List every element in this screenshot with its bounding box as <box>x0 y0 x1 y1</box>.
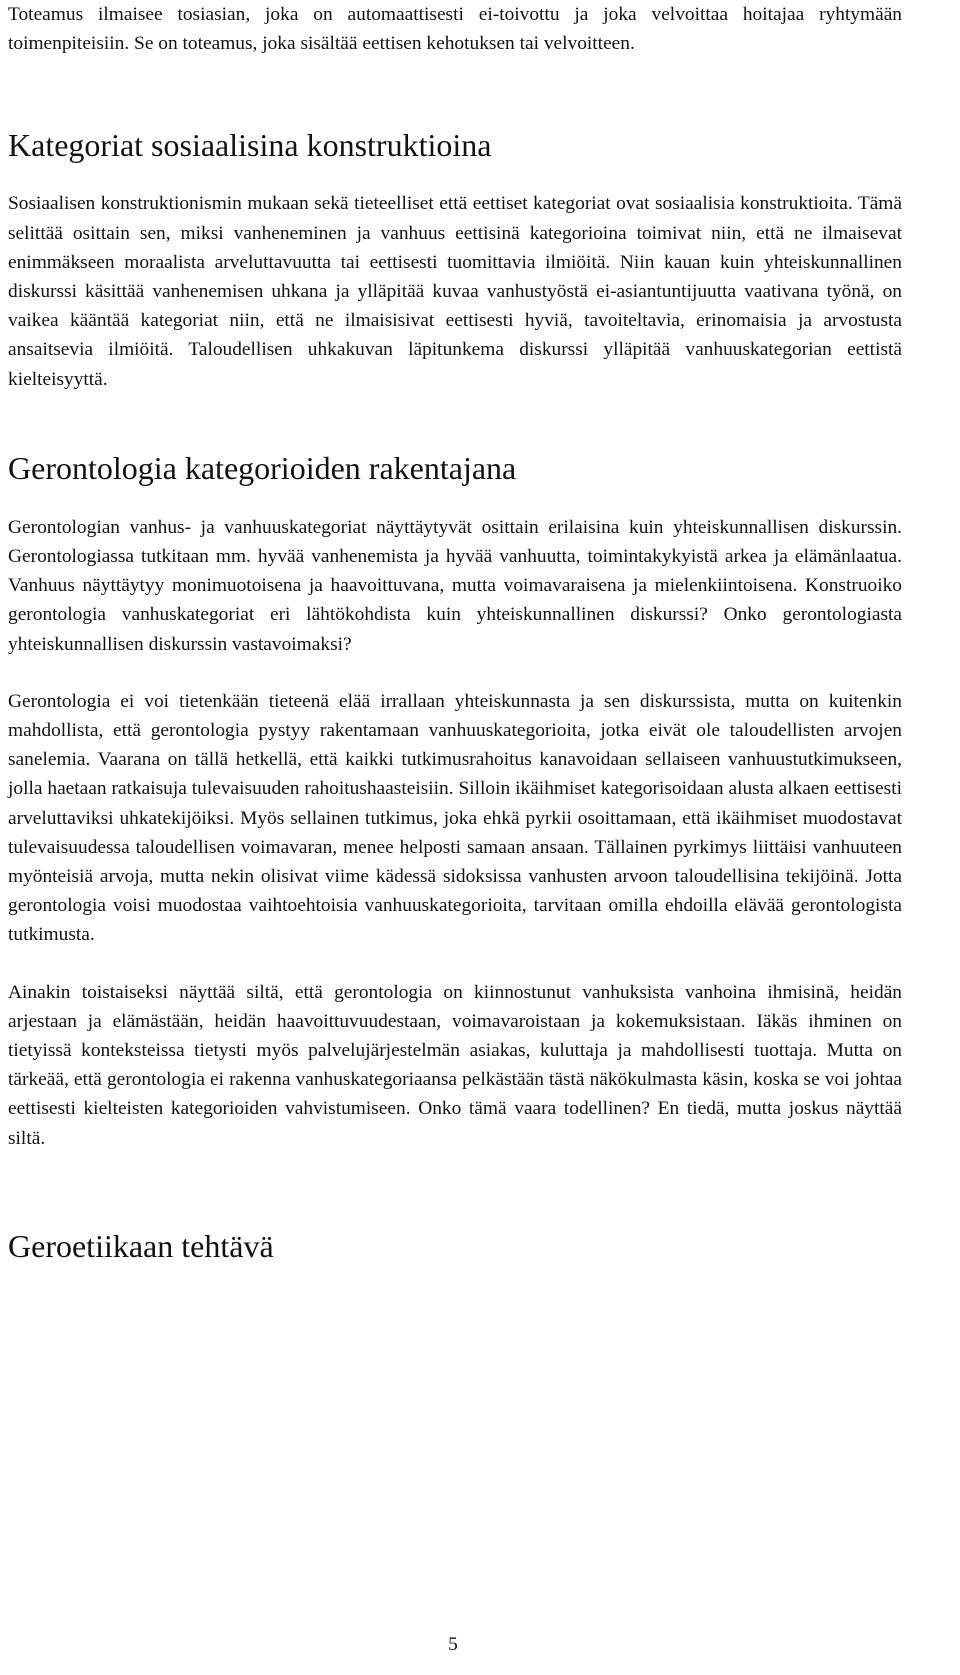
section-heading-kategoriat: Kategoriat sosiaalisina konstruktioina <box>8 127 492 164</box>
page-number: 5 <box>448 1634 458 1655</box>
section-paragraph-gerontologia-2: Gerontologia ei voi tietenkään tieteenä elää irrallaan yhteiskunnasta ja sen diskurssista, mutta on kuitenkin mahdollista, että gerontologia pystyy rakentamaan vanhuuskategorioita, jotka eivät ole taloudellisten arvojen sanelemia. Vaarana on tällä hetkellä, että kaikki tutkimusrahoitus kanavoidaan sellaiseen vanhuustutkimukseen, jolla haetaan ratkaisuja tulevaisuuden rahoitushaasteisiin. Silloin ikäihmiset kategorisoidaan alusta alkaen eettisesti arveluttaviksi uhkatekijöiksi. Myös sellainen tutkimus, joka ehkä pyrkii osoittamaan, että ikäihmiset muodostavat tulevaisuudessa taloudellisen voimavaran, menee helposti samaan ansaan. Tällainen pyrkimys liittäisi vanhuuteen myönteisiä arvoja, mutta nekin olisivat viime kädessä sidoksissa vanhusten arvoon taloudellisina tekijöinä. Jotta gerontologia voisi muodostaa vaihtoehtoisia vanhuuskategorioita, tarvitaan omilla ehdoilla elävää gerontologista tutkimusta. <box>8 690 902 946</box>
section-paragraph-kategoriat: Sosiaalisen konstruktionismin mukaan sekä tieteelliset että eettiset kategoriat ovat sosiaalisia konstruktioita. Tämä selittää osittain sen, miksi vanheneminen ja vanhuus eettisinä kategorioina toimivat niin, että ne ilmaisevat enimmäkseen moraalista arveluttavuutta tai eettisesti tuomittavia ilmiöitä. Niin kauan kuin yhteiskunnallinen diskurssi käsittää vanhenemisen uhkana ja ylläpitää kuvaa vanhustyöstä ei-asiantuntijuutta vaativana työnä, on vaikea kääntää kategoriat niin, että ne ilmaisisivat eettisesti hyviä, tavoiteltavia, erinomaisia ja arvostusta ansaitsevia ilmiöitä. Taloudellisen uhkakuvan läpitunkema diskurssi ylläpitää vanhuuskategorian eettistä kielteisyyttä. <box>8 193 902 390</box>
section-heading-gerontologia: Gerontologia kategorioiden rakentajana <box>8 449 517 486</box>
section-heading-geroetiikka: Geroetiikaan tehtävä <box>8 1227 274 1264</box>
section-paragraph-gerontologia-3: Ainakin toistaiseksi näyttää siltä, että gerontologia on kiinnostunut vanhuksista vanhoina ihmisinä, heidän arjestaan ja elämästään, heidän haavoittuvuudestaan, voimavaroistaan ja kokemuksistaan. Iäkäs ihminen on tietyissä konteksteissa tietysti myös palvelujärjestelmän asiakas, kuluttaja ja mahdollisesti tuottaja. Mutta on tärkeää, että gerontologia ei rakenna vanhuskategoriaansa pelkästään tästä näkökulmasta käsin, koska se voi johtaa eettisesti kielteisten kategorioiden vahvistumiseen. Onko tämä vaara todellinen? En tiedä, mutta joskus näyttää siltä. <box>8 981 902 1149</box>
document-page <box>8 0 902 1265</box>
intro-paragraph: Toteamus ilmaisee tosiasian, joka on automaattisesti ei-toivottu ja joka velvoittaa hoitajaa ryhtymään toimenpiteisiin. Se on toteamus, joka sisältää eettisen kehotuksen tai velvoitteen. <box>8 4 902 55</box>
section-paragraph-gerontologia-1: Gerontologian vanhus- ja vanhuuskategoriat näyttäytyvät osittain erilaisina kuin yhteiskunnallisen diskurssin. Gerontologiassa tutkitaan mm. hyvää vanhenemista ja hyvää vanhuutta, toimintakykyistä arkea ja elämänlaatua. Vanhuus näyttäytyy monimuotoisena ja haavoittuvana, mutta voimavaraisena ja mielenkiintoisena. Konstruoiko gerontologia vanhuskategoriat eri lähtökohdista kuin yhteiskunnallinen diskurssi? Onko gerontologiasta yhteiskunnallisen diskurssin vastavoimaksi? <box>8 516 902 655</box>
